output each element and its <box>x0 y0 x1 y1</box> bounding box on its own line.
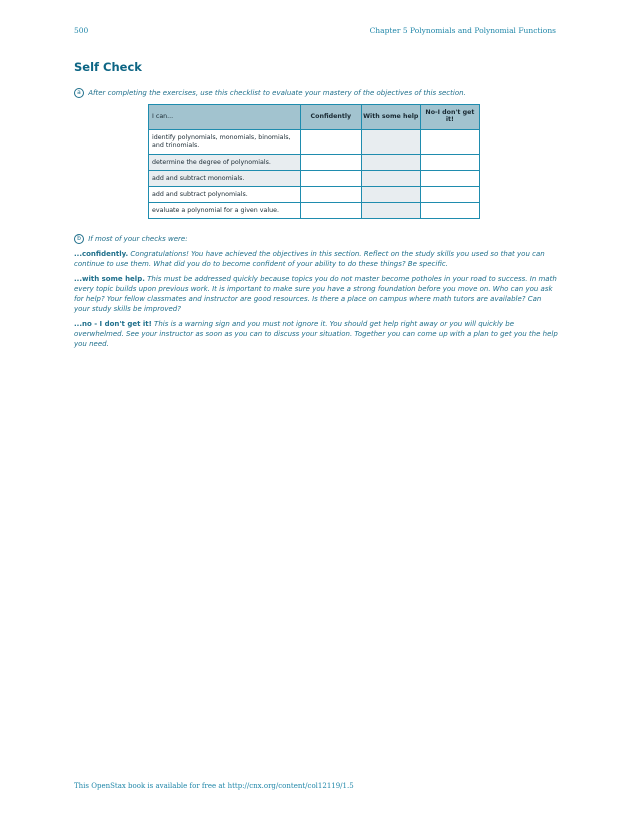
table-row <box>149 171 480 187</box>
confidently-checkbox[interactable] <box>301 203 362 219</box>
confidently-checkbox[interactable] <box>301 171 362 187</box>
part-a-instruction <box>74 88 574 98</box>
with-some-help-lead: ...with some help. <box>74 275 145 283</box>
objective-cell: add and subtract monomials. <box>149 171 301 187</box>
no-dont-get-it-checkbox[interactable] <box>420 171 479 187</box>
table-row <box>149 130 480 155</box>
with-some-help-text: This must be addressed quickly because topics you do not master become potholes in your road to success. In math every topic builds upon previous work. It is important to make sure you have a strong foundation before you move on. Who can you ask for help? Your fellow classmates and instructor are good resources. Is there a place on campus where math tutors are available? Can your study skills be improved? <box>74 275 557 313</box>
no-dont-get-it-checkbox[interactable] <box>420 203 479 219</box>
with-some-help-checkbox[interactable] <box>361 203 420 219</box>
objective-cell: identify polynomials, monomials, binomials, and trinomials. <box>149 130 301 155</box>
confidently-paragraph <box>74 249 558 269</box>
with-some-help-paragraph <box>74 274 558 314</box>
no-dont-get-it-paragraph <box>74 319 558 349</box>
confidently-checkbox[interactable] <box>301 187 362 203</box>
no-dont-get-it-text: This is a warning sign and you must not ignore it. You should get help right away or you will quickly be overwhelmed. See your instructor as soon as you can to discuss your situation. Together you can come up with a plan to get you the help you need. <box>74 320 558 348</box>
part-a-label: a <box>74 88 84 98</box>
header-with-some-help: With some help <box>361 105 420 130</box>
part-b-text: If most of your checks were: <box>88 235 188 243</box>
part-b-instruction <box>74 234 574 244</box>
no-dont-get-it-checkbox[interactable] <box>420 155 479 171</box>
objective-cell: evaluate a polynomial for a given value. <box>149 203 301 219</box>
confidently-text: Congratulations! You have achieved the objectives in this section. Reflect on the study skills you used so that you can continue to use them. What did you do to become confident of your ability to do these things? Be specific. <box>74 250 545 268</box>
footer-text: This OpenStax book is available for free at http://cnx.org/content/col12119/1.5 <box>74 782 354 790</box>
objective-cell: determine the degree of polynomials. <box>149 155 301 171</box>
with-some-help-checkbox[interactable] <box>361 155 420 171</box>
page-header <box>74 26 556 38</box>
part-b-label: b <box>74 234 84 244</box>
header-no-dont-get-it: No-I don't get it! <box>420 105 479 130</box>
table-header-row <box>149 105 480 130</box>
self-check-table <box>148 104 480 219</box>
no-dont-get-it-checkbox[interactable] <box>420 130 479 155</box>
no-dont-get-it-checkbox[interactable] <box>420 187 479 203</box>
table-row <box>149 187 480 203</box>
with-some-help-checkbox[interactable] <box>361 187 420 203</box>
table-row <box>149 155 480 171</box>
with-some-help-checkbox[interactable] <box>361 130 420 155</box>
confidently-lead: ...confidently. <box>74 250 129 258</box>
header-i-can: I can... <box>149 105 301 130</box>
with-some-help-checkbox[interactable] <box>361 171 420 187</box>
header-confidently: Confidently <box>301 105 362 130</box>
confidently-checkbox[interactable] <box>301 155 362 171</box>
objective-cell: add and subtract polynomials. <box>149 187 301 203</box>
page-number: 500 <box>74 26 89 35</box>
table-row <box>149 203 480 219</box>
no-dont-get-it-lead: ...no - I don't get it! <box>74 320 152 328</box>
confidently-checkbox[interactable] <box>301 130 362 155</box>
part-a-text: After completing the exercises, use this checklist to evaluate your mastery of the objectives of this section. <box>88 89 466 97</box>
chapter-title: Chapter 5 Polynomials and Polynomial Functions <box>369 26 556 35</box>
section-title: Self Check <box>74 60 142 74</box>
